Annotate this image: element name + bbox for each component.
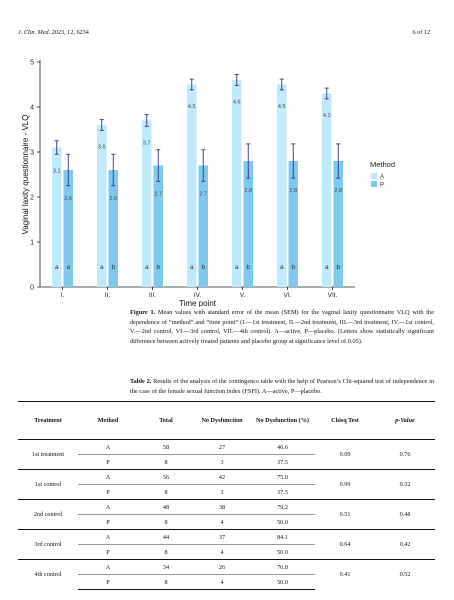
data-label: 3.6 bbox=[97, 144, 106, 151]
method-cell: A bbox=[78, 560, 138, 575]
significance-letter: a bbox=[189, 264, 194, 271]
results-table bbox=[18, 401, 435, 590]
method-cell: A bbox=[78, 530, 138, 545]
significance-letter: a bbox=[144, 264, 149, 271]
no-dysfunction-cell: 37 bbox=[194, 530, 250, 545]
x-tick-label: V. bbox=[239, 292, 246, 299]
significance-letter: b bbox=[336, 264, 341, 271]
table-row bbox=[18, 470, 435, 485]
x-axis-title: Time point bbox=[178, 299, 217, 307]
no-dysfunction-cell: 4 bbox=[194, 545, 250, 560]
x-tick-label: I. bbox=[60, 292, 65, 299]
table-row bbox=[18, 530, 435, 545]
no-dysfunction-pct-cell: 75.0 bbox=[250, 470, 315, 485]
p-value-cell: 0.76 bbox=[375, 440, 435, 470]
method-cell: P bbox=[78, 545, 138, 560]
y-tick-label: 3 bbox=[30, 149, 34, 157]
method-cell: A bbox=[78, 470, 138, 485]
col-header: Chisq Test bbox=[315, 402, 375, 440]
vlq-bar-chart bbox=[0, 52, 454, 307]
bar-a bbox=[187, 85, 197, 288]
significance-letter: b bbox=[246, 264, 251, 271]
col-header: Total bbox=[138, 402, 194, 440]
method-cell: A bbox=[78, 440, 138, 455]
no-dysfunction-cell: 3 bbox=[194, 485, 250, 500]
method-cell: P bbox=[78, 485, 138, 500]
page-number: 6 of 12 bbox=[412, 29, 430, 36]
table-caption bbox=[130, 377, 434, 396]
journal-volume: 2023, 12, 6234 bbox=[51, 29, 89, 36]
running-header-journal bbox=[18, 29, 89, 36]
figure-caption bbox=[130, 308, 434, 346]
treatment-cell: 1st treatment bbox=[18, 440, 78, 470]
no-dysfunction-pct-cell: 76.8 bbox=[250, 560, 315, 575]
total-cell: 8 bbox=[138, 485, 194, 500]
table-row bbox=[18, 560, 435, 575]
method-cell: P bbox=[78, 455, 138, 470]
bar-a bbox=[322, 94, 332, 288]
no-dysfunction-pct-cell: 37.5 bbox=[250, 455, 315, 470]
y-tick-label: 2 bbox=[30, 194, 34, 202]
no-dysfunction-cell: 27 bbox=[194, 440, 250, 455]
col-header: No Dysfunction (%) bbox=[250, 402, 315, 440]
treatment-cell: 2nd control bbox=[18, 500, 78, 530]
treatment-cell: 4th control bbox=[18, 560, 78, 590]
data-label: 2.7 bbox=[154, 191, 163, 198]
total-cell: 8 bbox=[138, 455, 194, 470]
significance-letter: a bbox=[54, 264, 59, 271]
no-dysfunction-pct-cell: 37.5 bbox=[250, 485, 315, 500]
no-dysfunction-cell: 26 bbox=[194, 560, 250, 575]
legend-label: A bbox=[380, 174, 385, 181]
total-cell: 44 bbox=[138, 530, 194, 545]
treatment-cell: 1st control bbox=[18, 470, 78, 500]
significance-letter: a bbox=[66, 264, 71, 271]
no-dysfunction-pct-cell: 46.6 bbox=[250, 440, 315, 455]
y-tick-label: 0 bbox=[30, 284, 34, 292]
data-label: 2.7 bbox=[199, 191, 208, 198]
method-cell: P bbox=[78, 575, 138, 590]
no-dysfunction-pct-cell: 84.1 bbox=[250, 530, 315, 545]
method-cell: P bbox=[78, 515, 138, 530]
chisq-cell: 0.51 bbox=[315, 500, 375, 530]
no-dysfunction-cell: 4 bbox=[194, 575, 250, 590]
method-cell: A bbox=[78, 500, 138, 515]
no-dysfunction-pct-cell: 79.2 bbox=[250, 500, 315, 515]
total-cell: 8 bbox=[138, 515, 194, 530]
x-tick-label: VI. bbox=[283, 292, 292, 299]
no-dysfunction-cell: 3 bbox=[194, 455, 250, 470]
p-value-cell: 0.42 bbox=[375, 530, 435, 560]
significance-letter: b bbox=[111, 264, 116, 271]
no-dysfunction-pct-cell: 50.0 bbox=[250, 545, 315, 560]
x-tick-label: VII. bbox=[327, 292, 338, 299]
table-row bbox=[18, 500, 435, 515]
legend-label: P bbox=[380, 182, 385, 189]
x-tick-label: II. bbox=[104, 292, 111, 299]
chisq-cell: 0.41 bbox=[315, 560, 375, 590]
p-value-cell: 0.48 bbox=[375, 500, 435, 530]
data-label: 2.6 bbox=[64, 195, 73, 202]
total-cell: 58 bbox=[138, 440, 194, 455]
no-dysfunction-cell: 4 bbox=[194, 515, 250, 530]
significance-letter: b bbox=[291, 264, 296, 271]
no-dysfunction-cell: 42 bbox=[194, 470, 250, 485]
data-label: 2.6 bbox=[109, 195, 118, 202]
data-label: 4.3 bbox=[322, 112, 331, 119]
total-cell: 34 bbox=[138, 560, 194, 575]
data-label: 2.8 bbox=[289, 188, 298, 195]
treatment-cell: 3rd control bbox=[18, 530, 78, 560]
total-cell: 56 bbox=[138, 470, 194, 485]
significance-letter: b bbox=[156, 264, 161, 271]
no-dysfunction-pct-cell: 50.0 bbox=[250, 575, 315, 590]
col-header: p-Value bbox=[375, 402, 435, 440]
bar-a bbox=[277, 85, 287, 288]
data-label: 3.1 bbox=[52, 168, 61, 175]
significance-letter: a bbox=[324, 264, 329, 271]
data-label: 4.6 bbox=[232, 99, 241, 106]
significance-letter: a bbox=[99, 264, 104, 271]
col-header: No Dysfunction bbox=[194, 402, 250, 440]
chisq-cell: 0.64 bbox=[315, 530, 375, 560]
col-header: Treatment bbox=[18, 402, 78, 440]
figure-caption-text: Mean values with standard error of the mean (SEM) for the vaginal laxity questionnaire VLQ with the dependence of “method” and “time point” (I.—1st treatment, II.—2nd treatment, III.—3rd treatment, IV.—1st control, V.—2nd control, VI.—3rd control, VII.—4th control). A—active, P—placebo. (Letters show statistically significant difference between actively treated patients and placebo group at significance level of 0.05). bbox=[130, 309, 435, 345]
y-tick-label: 5 bbox=[30, 59, 34, 67]
significance-letter: a bbox=[279, 264, 284, 271]
table-row bbox=[18, 440, 435, 455]
figure-label: Figure 1. bbox=[130, 309, 156, 316]
legend-title: Method bbox=[370, 160, 396, 169]
no-dysfunction-pct-cell: 50.0 bbox=[250, 515, 315, 530]
data-label: 4.5 bbox=[277, 103, 286, 110]
table-caption-text: Results of the analysis of the contingence table with the help of Pearson’s Chi-squared test of independence in the case of the female sexual function index (FSFI). A—active, P—placebo. bbox=[130, 378, 434, 395]
x-tick-label: IV. bbox=[193, 292, 202, 299]
legend-swatch-p bbox=[371, 181, 377, 187]
data-label: 2.8 bbox=[334, 188, 343, 195]
data-label: 2.8 bbox=[244, 188, 253, 195]
table-header-row bbox=[18, 402, 435, 440]
col-header: Method bbox=[78, 402, 138, 440]
y-axis-title: Vaginal laxity questionnaire - VLQ bbox=[21, 114, 30, 235]
data-label: 4.5 bbox=[187, 103, 196, 110]
journal-name: J. Clin. Med. bbox=[18, 29, 51, 36]
significance-letter: b bbox=[201, 264, 206, 271]
y-tick-label: 1 bbox=[30, 239, 34, 247]
total-cell: 48 bbox=[138, 500, 194, 515]
bar-a bbox=[232, 80, 242, 287]
table-label: Table 2. bbox=[130, 378, 152, 385]
data-label: 3.7 bbox=[142, 140, 151, 147]
total-cell: 8 bbox=[138, 575, 194, 590]
p-value-cell: 0.52 bbox=[375, 560, 435, 590]
no-dysfunction-cell: 38 bbox=[194, 500, 250, 515]
y-tick-label: 4 bbox=[30, 104, 34, 112]
legend-swatch-a bbox=[371, 173, 377, 179]
total-cell: 8 bbox=[138, 545, 194, 560]
significance-letter: a bbox=[234, 264, 239, 271]
chisq-cell: 0.09 bbox=[315, 440, 375, 470]
x-tick-label: III. bbox=[148, 292, 157, 299]
chisq-cell: 0.99 bbox=[315, 470, 375, 500]
p-value-cell: 0.32 bbox=[375, 470, 435, 500]
